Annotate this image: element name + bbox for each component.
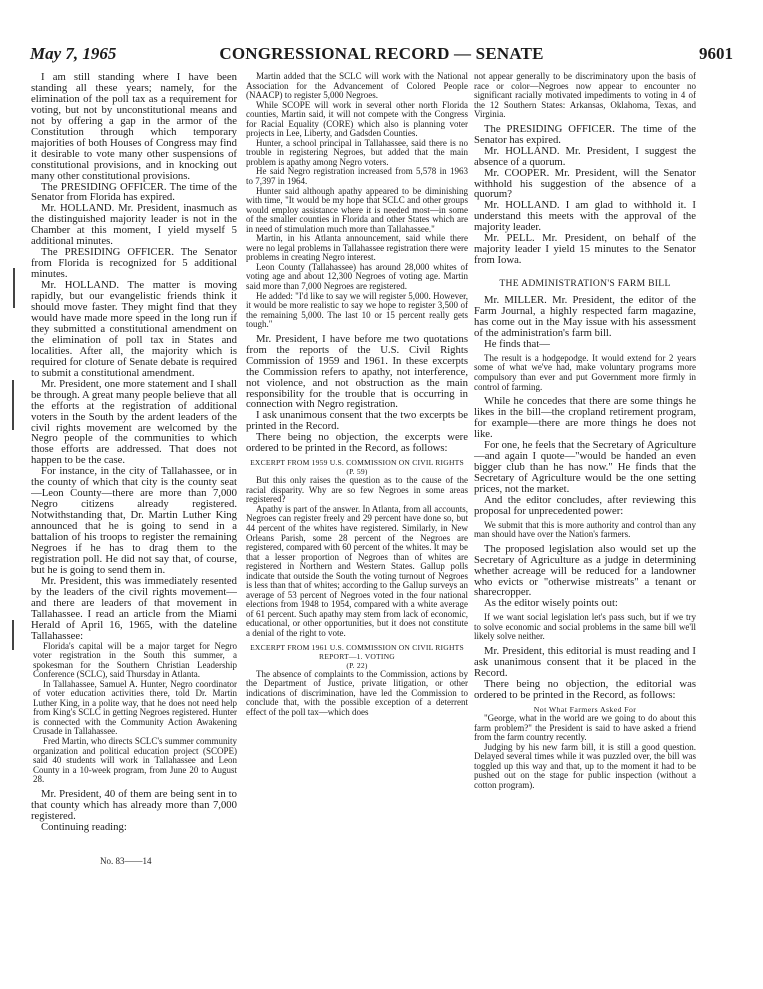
quote-paragraph: Leon County (Tallahassee) has around 28,000 whites of voting age and about 12,300 Negroes of voting age. Martin said more than 7,000 Negroes are registered. [246, 261, 468, 292]
paragraph: Mr. COOPER. Mr. President, will the Senator withhold his suggestion of the absence of a quorum? [474, 166, 696, 201]
paragraph: Mr. HOLLAND. Mr. President, inasmuch as the distinguished majority leader is not in the Chamber at this moment, I yield myself 5 additional minutes. [31, 202, 237, 248]
quote-paragraph: Apathy is part of the answer. In Atlanta, from all accounts, Negroes can register freely and 29 percent have done so, but 44 percent of the whites have registered. Similarly, in New Orleans Parish, some 28 percent of the Negroes are registered, compared with 60 percent of the whites. It may be that a lesser proportion of Negroes than of whites are registered in Northern and Western States. Gallup polls indicate that outside the South the voting turnout of Negroes is less than that of whites; according to the Gallup surveys an average of 53 percent of Negroes voted in the four national elections from 1948 to 1954, compared with a white average of 61 percent. Such apathy may stem from lack of economic, educational, or other opportunities, but it does not constitute a denial of the right to vote. [246, 503, 468, 638]
excerpt-page-ref: (P. 22) [346, 660, 368, 670]
section-heading: THE ADMINISTRATION'S FARM BILL [499, 278, 671, 290]
quote-paragraph: "George, what in the world are we going to do about this farm problem?" the President is said to have asked a friend from the farm country recently. [474, 712, 696, 743]
quote-paragraph: The absence of complaints to the Commission, actions by the Department of Justice, private litigation, or other indications of discrimination, have led the Commission to conclude that, with the possible exception of a deterrent effect of the poll tax—which does [246, 668, 468, 717]
paragraph: The PRESIDING OFFICER. The Senator from Florida is recognized for 5 additional minutes. [31, 246, 237, 281]
paragraph: Mr. HOLLAND. Mr. President, I suggest the absence of a quorum. [474, 144, 696, 168]
paragraph: For one, he feels that the Secretary of Agriculture—and again I quote—"would be handed an even bigger club than he has now." He finds that the Secretary of Agriculture would be the one setting prices, not the market. [474, 438, 696, 495]
page-date: May 7, 1965 [30, 44, 117, 63]
quote-paragraph: Martin added that the SCLC will work with the National Association for the Advancement of Colored People (NAACP) to register 5,000 Negroes. [246, 72, 468, 101]
excerpt-heading: EXCERPT FROM 1959 U.S. COMMISSION ON CIVIL RIGHTS [250, 458, 464, 468]
paragraph: Mr. MILLER. Mr. President, the editor of the Farm Journal, a highly respected farm magazine, has come out in the May issue with his assessment of the administration's farm bill. [474, 294, 696, 339]
paragraph: Mr. President, 40 of them are being sent in to that county which has already more than 7,000 registered. [31, 787, 237, 822]
paragraph: Mr. HOLLAND. The matter is moving rapidly, but our evangelistic friends think it should move faster. They might find that they would have made more speed in the long run if they submitted a constitutional amendment on the elimination of poll tax in States and localities. After all, the majority which is required for cloture of Senate debate is required to submit a constitutional amendment. [31, 279, 237, 379]
paragraph: There being no objection, the editorial was ordered to be printed in the Record, as follows: [474, 677, 696, 701]
quote-paragraph: not appear generally to be discriminatory upon the basis of race or color—Negroes now appear to encounter no significant racially motivated impediments to voting in 4 of the 12 Southern States: Arkansas, Oklahoma, Texas, and Virginia. [474, 72, 696, 120]
paragraph: The PRESIDING OFFICER. The time of the Senator has expired. [474, 122, 696, 146]
paragraph: He finds that— [484, 337, 550, 350]
paragraph: The proposed legislation also would set up the Secretary of Agriculture as a judge in determining whether acreage will be reduced for a landowner who evicts or "otherwise mistreats" a tenant or sharecropper. [474, 542, 696, 599]
paragraph: As the editor wisely points out: [484, 597, 618, 610]
column-left [31, 72, 237, 833]
paragraph: There being no objection, the excerpts were ordered to be printed in the Record, as follows: [246, 431, 468, 455]
quote-paragraph: We submit that this is more authority and control than any man should have over the Nation's farmers. [474, 519, 696, 540]
quote-paragraph: Fred Martin, who directs SCLC's summer community organization and political education project (SCOPE) said 40 students will work in Tallahassee and Leon County in a 10-week program, from June 20 to August 28. [33, 736, 237, 785]
column-right [474, 72, 696, 790]
quote-paragraph: He said Negro registration increased from 5,578 in 1963 to 7,397 in 1964. [246, 166, 468, 187]
column-middle [246, 72, 468, 717]
paragraph: Mr. President, I have before me two quotations from the reports of the U.S. Civil Rights Commission of 1959 and 1961. In these excerpts the Commission refers to apathy, not interference, not violence, and not obstruction as the main responsibility for the trouble that is occurring in connection with Negro registration. [246, 332, 468, 411]
quote-paragraph: Martin, in his Atlanta announcement, said while there were no legal problems in Tallahassee registration there were problems in creating Negro interest. [246, 233, 468, 263]
paragraph: While he concedes that there are some things he likes in the bill—the cropland retirement program, for example—there are more things he does not like. [474, 395, 696, 440]
paragraph: I ask unanimous consent that the two excerpts be printed in the Record. [246, 409, 468, 433]
quote-paragraph: The result is a hodgepodge. It would extend for 2 years some of what we've had, make voluntary programs more compulsory than ever and put Government more firmly in control of farming. [474, 352, 696, 392]
page-footer-code: No. 83——14 [100, 856, 152, 866]
page-title: CONGRESSIONAL RECORD — SENATE [219, 44, 544, 63]
quote-paragraph: Judging by his new farm bill, it is still a good question. Delayed several times while it was puzzled over, the bill was toggled up this way and that, up to the moment it had to be pushed out on the stage for public inspection (without a cotton program). [474, 741, 696, 790]
paragraph: Mr. President, this editorial is must reading and I ask unanimous consent that it be placed in the Record. [474, 645, 696, 679]
quote-paragraph: In Tallahassee, Samuel A. Hunter, Negro coordinator of voter education activities there, told Dr. Martin Luther King, in a polite way, that he does not need help from King's SCLC in getting Negroes registered. Hunter is connected with the Community Action Awakening Crusade in Tallahassee. [33, 678, 237, 737]
quote-paragraph: Florida's capital will be a major target for Negro voter registration in the South this summer, a spokesman for the Southern Christian Leadership Conference (SCLC), said Thursday in Atlanta. [33, 640, 237, 680]
margin-mark [12, 380, 14, 430]
quote-paragraph: While SCOPE will work in several other north Florida counties, Martin said, it will not compete with the Congress for Racial Equality (CORE) which also is planning voter projects in Lee, Liberty, and Gadsden Counties. [246, 99, 468, 139]
margin-mark [12, 620, 14, 650]
quote-paragraph: But this only raises the question as to the cause of the racial disparity. Why are so few Negroes in some areas registered? [246, 475, 468, 505]
quote-paragraph: If we want social legislation let's pass such, but if we try to solve economic and social problems in the same bill we'll likely solve neither. [474, 612, 696, 642]
paragraph: Continuing reading: [41, 820, 127, 833]
quote-paragraph: Hunter, a school principal in Tallahassee, said there is no trouble in registering Negroes, but added that the main problem is apathy among Negro voters. [246, 137, 468, 167]
paragraph: I am still standing where I have been standing all these years; namely, for the elimination of the poll tax as a requirement for voting, but not by unconstitutional means and not by offering a gap in the armor of the Constitution through which temporary majorities of both Houses of Congress may find it desirable to vote many other suspensions of constitutional provisions, and in knocking out many other constitutional provisions. [31, 72, 237, 182]
paragraph: The PRESIDING OFFICER. The time of the Senator from Florida has expired. [31, 180, 237, 204]
quote-paragraph: He added: "I'd like to say we will register 5,000. However, it would be more realistic to say we hope to register 3,500 of the remaining 5,000. The last 10 or 15 percent really gets tough." [246, 290, 468, 330]
paragraph: Mr. PELL. Mr. President, on behalf of the majority leader I yield 15 minutes to the Senator from Iowa. [474, 232, 696, 267]
quote-paragraph: Hunter said although apathy appeared to be diminishing with time, "It would be my hope that SCLC and other groups would employ assistance where it is needed most—in some of the smaller counties in Florida and other States which are in need of stimulation much more than Tallahassee." [246, 185, 468, 234]
paragraph: For instance, in the city of Tallahassee, or in the county of which that city is the county seat—Leon County—there are more than 7,000 Negro citizens already registered. Notwithstanding that, Dr. Martin Luther King announced that he is going to send in a battalion of his troops to register the remaining Negroes if he has to drag them to the registration poll. He did not say that, of course, but he is going to send them in. [31, 465, 237, 576]
editorial-title: Not What Farmers Asked For [533, 704, 637, 714]
paragraph: Mr. President, this was immediately resented by the leaders of the civil rights movement—and there are leaders of that movement in Tallahassee. I read an article from the Miami Herald of April 16, 1965, with the dateline Tallahassee: [31, 574, 237, 642]
paragraph: Mr. HOLLAND. I am glad to withhold it. I understand this meets with the approval of the majority leader. [474, 199, 696, 234]
page-number: 9601 [699, 44, 733, 63]
excerpt-heading: EXCERPT FROM 1961 U.S. COMMISSION ON CIVIL RIGHTS REPORT—1. VOTING [250, 642, 464, 661]
paragraph: And the editor concludes, after reviewing this proposal for unprecedented power: [474, 493, 696, 517]
excerpt-page-ref: (P. 59) [346, 467, 368, 477]
paragraph: Mr. President, one more statement and I shall be through. A great many people believe that all the efforts at the registration of additional voters in the South by the ardent leaders of the civil rights movement are welcomed by the Negro people of the communities to which those efforts are addressed. That does not happen to be the case. [31, 377, 237, 467]
margin-mark [13, 268, 15, 308]
